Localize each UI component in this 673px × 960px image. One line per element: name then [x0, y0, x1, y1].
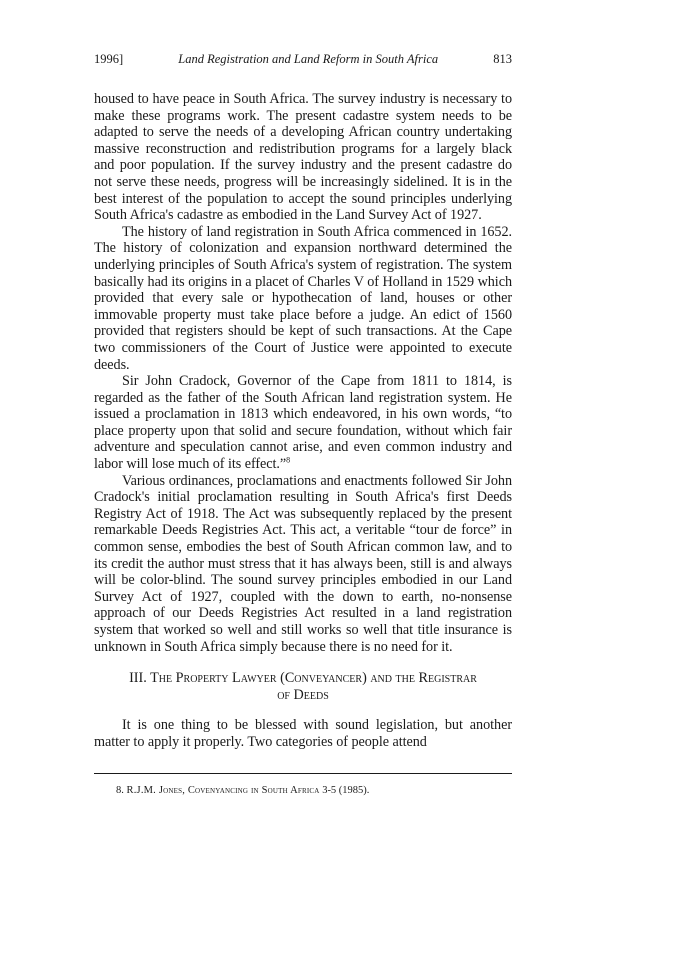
footnote-pages: 3-5 (1985). [322, 784, 370, 796]
footnote-reference[interactable]: 8 [286, 455, 291, 465]
footnote [94, 784, 512, 797]
header-title: Land Registration and Land Reform in South Africa [178, 52, 439, 66]
header-year: 1996] [94, 52, 124, 66]
paragraph: housed to have peace in South Africa. The survey industry is necessary to make these programs work. The present cadastre system needs to be adapted to serve the needs of a developing African country undertaking massive reconstruction and redistribution programs for a largely black and poor population. If the survey industry and the present cadastre do not serve these needs, progress will be increasingly sidelined. It is in the best interest of the population to accept the sound principles underlying South Africa's cadastre as embodied in the Land Survey Act of 1927. [94, 91, 512, 224]
paragraph: It is one thing to be blessed with sound legislation, but another matter to apply it properly. Two categories of people attend [94, 717, 512, 750]
paragraph: The history of land registration in South Africa commenced in 1652. The history of colonization and expansion northward determined the underlying principles of South Africa's system of registration. The system basically had its origins in a placet of Charles V of Holland in 1529 which provided that every sale or hypothecation of land, houses or other immovable property must take place before a judge. An edict of 1560 provided that registers should be kept of such transactions. At the Cape two commissioners of the Court of Justice were appointed to execute deeds. [94, 223, 512, 373]
footnote-number: 8. [116, 784, 124, 796]
paragraph [94, 373, 512, 473]
footnote-divider [94, 773, 512, 774]
page [94, 52, 512, 797]
paragraph-text: Sir John Cradock, Governor of the Cape from 1811 to 1814, is regarded as the father of the South African land registration system. He issued a proclamation in 1813 which endeavored, in his own words, “to place property upon that solid and secure foundation, without which fair adventure and speculation cannot arise, and even common industry and labor will lose much of its effect.” [94, 373, 512, 473]
section-heading-line: III. The Property Lawyer (Conveyancer) and the Registrar [129, 670, 477, 687]
paragraph: Various ordinances, proclamations and enactments followed Sir John Cradock's initial proclamation resulting in South Africa's first Deeds Registry Act of 1918. The Act was subsequently replaced by the present remarkable Deeds Registries Act. This act, a veritable “tour de force” in common sense, embodies the best of South African common law, and to its credit the author must stress that it has always been, still is and always will be color-blind. The sound survey principles embodied in our Land Survey Act of 1927, coupled with the down to earth, no-nonsense approach of our Deeds Registries Act resulted in a land registration system that worked so well and still works so well that title insurance is unknown in South Africa simply because there is no need for it. [94, 472, 512, 655]
header-page-number: 813 [493, 52, 512, 66]
body-text [94, 91, 512, 751]
section-heading-line: of Deeds [277, 686, 329, 703]
section-heading [94, 670, 512, 703]
running-head [94, 52, 512, 72]
footnote-citation: R.J.M. Jones, Covenyancing in South Africa [126, 784, 320, 796]
